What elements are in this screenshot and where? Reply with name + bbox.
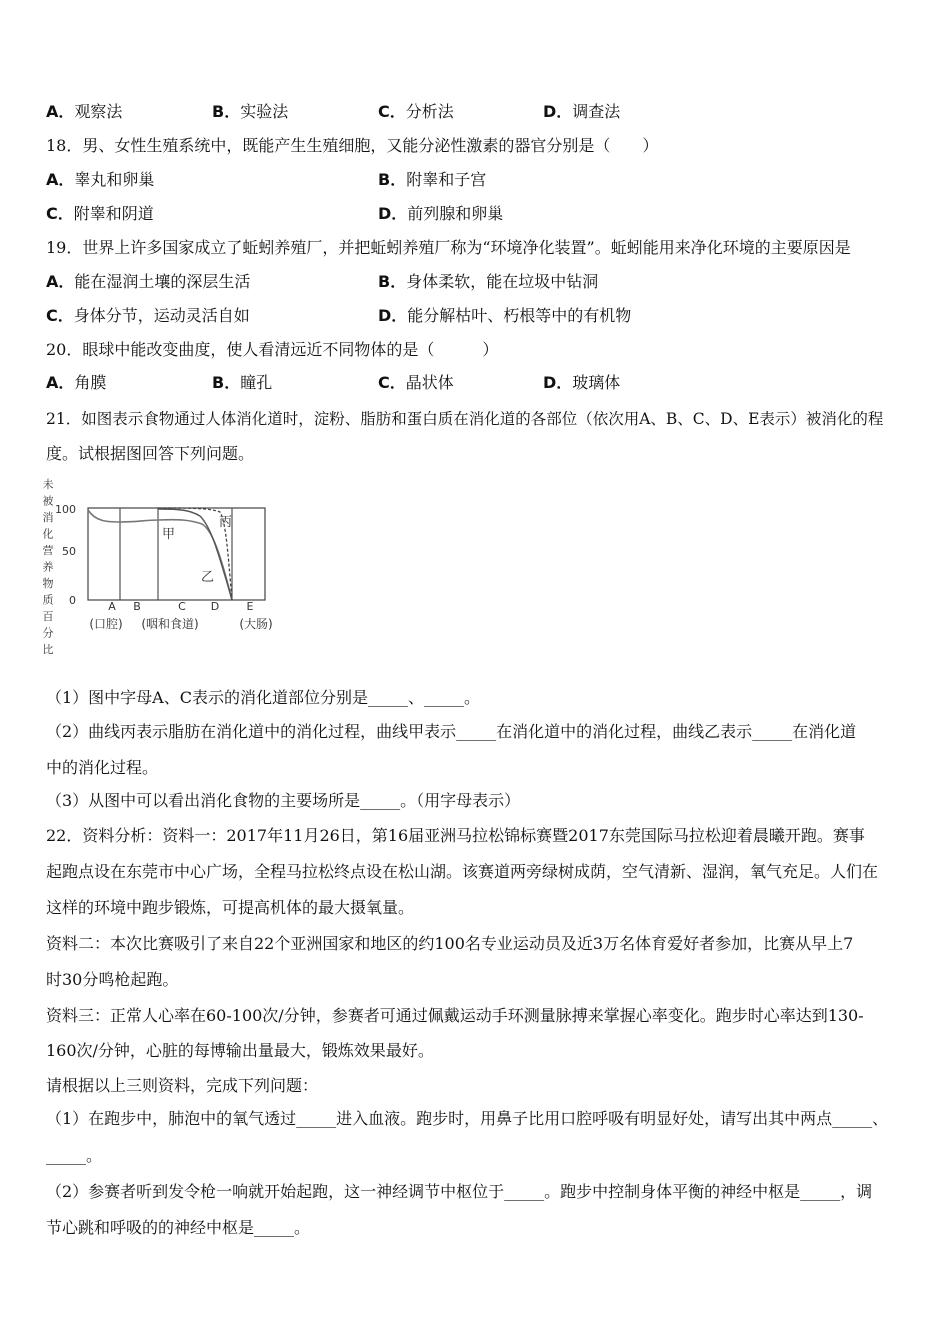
- region-label-pharynx-esophagus: (咽和食道): [141, 617, 199, 631]
- q22-line-5: 时30分鸣枪起跑。: [46, 970, 179, 989]
- y-axis-label-char: 化: [42, 527, 54, 541]
- q19-option-c: C．身体分节，运动灵活自如: [46, 306, 250, 325]
- q19-option-a: A．能在湿润土壤的深层生活: [46, 272, 251, 291]
- q20-stem: 20．眼球中能改变曲度，使人看清远近不同物体的是（ ）: [46, 340, 499, 359]
- q20-option-d: D．玻璃体: [543, 373, 621, 392]
- q17-option-b: B．实验法: [212, 102, 289, 121]
- q17-option-c: C．分析法: [378, 102, 454, 121]
- q22-line-12: 节心跳和呼吸的的神经中枢是_____。: [46, 1218, 311, 1237]
- digestion-figure: [40, 474, 285, 660]
- region-label-large-intestine: (大肠): [239, 617, 273, 631]
- q20-option-a: A．角膜: [46, 373, 107, 392]
- q21-sub2-line1: （2）曲线丙表示脂肪在消化道中的消化过程，曲线甲表示_____在消化道中的消化过程，曲线乙表示_____在消化道: [46, 722, 857, 741]
- y-axis-label-char: 质: [42, 593, 54, 607]
- q18-option-d: D．前列腺和卵巢: [378, 204, 504, 223]
- q18-option-a: A．睾丸和卵巢: [46, 170, 155, 189]
- q17-option-a: A．观察法: [46, 102, 123, 121]
- y-tick-0: 0: [69, 594, 76, 607]
- x-tick-c: C: [178, 600, 186, 613]
- q22-line-1: 22．资料分析：资料一：2017年11月26日，第16届亚洲马拉松锦标赛暨2017东莞国际马拉松迎着晨曦开跑。赛事: [46, 826, 865, 845]
- q22-line-11: （2）参赛者听到发令枪一响就开始起跑，这一神经调节中枢位于_____。跑步中控制身体平衡的神经中枢是_____，调: [46, 1182, 873, 1201]
- x-tick-b: B: [133, 600, 141, 613]
- region-label-mouth: (口腔): [89, 617, 123, 631]
- q22-line-3: 这样的环境中跑步锻炼，可提高机体的最大摄氧量。: [46, 898, 415, 917]
- q21-sub1: （1）图中字母A、C表示的消化道部位分别是_____、_____。: [46, 688, 480, 707]
- y-axis-label-char: 未: [42, 478, 54, 491]
- q19-stem: 19．世界上许多国家成立了蚯蚓养殖厂，并把蚯蚓养殖厂称为“环境净化装置”。蚯蚓能用来净化环境的主要原因是: [46, 238, 851, 257]
- curve-label-yi: 乙: [201, 570, 215, 585]
- q21-stem-line2: 度。试根据图回答下列问题。: [46, 444, 255, 463]
- y-axis-label-char: 消: [42, 511, 54, 524]
- x-tick-d: D: [210, 600, 220, 613]
- curve-label-bing: 丙: [219, 515, 233, 530]
- q20-option-c: C．晶状体: [378, 373, 454, 392]
- q18-stem: 18．男、女性生殖系统中，既能产生生殖细胞，又能分泌性激素的器官分别是（ ）: [46, 136, 659, 155]
- q22-line-6: 资料三：正常人心率在60-100次/分钟，参赛者可通过佩戴运动手环测量脉搏来掌握心率变化。跑步时心率达到130-: [46, 1006, 864, 1025]
- q22-line-10: _____。: [46, 1146, 103, 1165]
- x-tick-e: E: [246, 600, 254, 613]
- curve-jia: [88, 510, 232, 600]
- q22-line-8: 请根据以上三则资料，完成下列问题：: [46, 1076, 319, 1095]
- q22-line-2: 起跑点设在东莞市中心广场，全程马拉松终点设在松山湖。该赛道两旁绿树成荫，空气清新、湿润，氧气充足。人们在: [46, 862, 879, 881]
- q22-line-7: 160次/分钟，心脏的每博输出量最大，锻炼效果最好。: [46, 1041, 434, 1060]
- q19-option-d: D．能分解枯叶、朽根等中的有机物: [378, 306, 632, 325]
- y-axis-label: [43, 477, 54, 656]
- y-axis-label-char: 百: [42, 610, 54, 623]
- y-axis-label-text: [43, 477, 54, 656]
- y-axis-label-char: 分: [42, 626, 54, 640]
- x-tick-a: A: [108, 600, 116, 613]
- curve-label-jia: 甲: [162, 527, 176, 542]
- y-tick-50: 50: [62, 545, 76, 558]
- y-axis-label-char: 养: [42, 560, 54, 574]
- q19-option-b: B．身体柔软，能在垃圾中钻洞: [378, 272, 599, 291]
- y-axis-label-char: 物: [42, 577, 54, 590]
- q21-stem-line1: 21．如图表示食物通过人体消化道时，淀粉、脂肪和蛋白质在消化道的各部位（依次用A、B、C、D、E表示）被消化的程: [46, 410, 884, 428]
- q21-sub2-line2: 中的消化过程。: [46, 758, 159, 777]
- y-axis-label-char: 比: [42, 643, 54, 656]
- q18-option-b: B．附睾和子宫: [378, 170, 487, 189]
- q18-option-c: C．附睾和阴道: [46, 204, 154, 223]
- y-axis-label-char: 被: [42, 494, 54, 508]
- y-axis-label-char: 营: [42, 544, 54, 557]
- q22-line-9: （1）在跑步中，肺泡中的氧气透过_____进入血液。跑步时，用鼻子比用口腔呼吸有明显好处，请写出其中两点_____、: [46, 1109, 889, 1128]
- q21-sub3: （3）从图中可以看出消化食物的主要场所是_____。（用字母表示）: [46, 791, 521, 810]
- y-tick-100: 100: [55, 503, 76, 516]
- q22-line-4: 资料二：本次比赛吸引了来自22个亚洲国家和地区的约100名专业运动员及近3万名体育爱好者参加，比赛从早上7: [46, 934, 854, 953]
- q17-option-d: D．调查法: [543, 102, 621, 121]
- q20-option-b: B．瞳孔: [212, 373, 273, 392]
